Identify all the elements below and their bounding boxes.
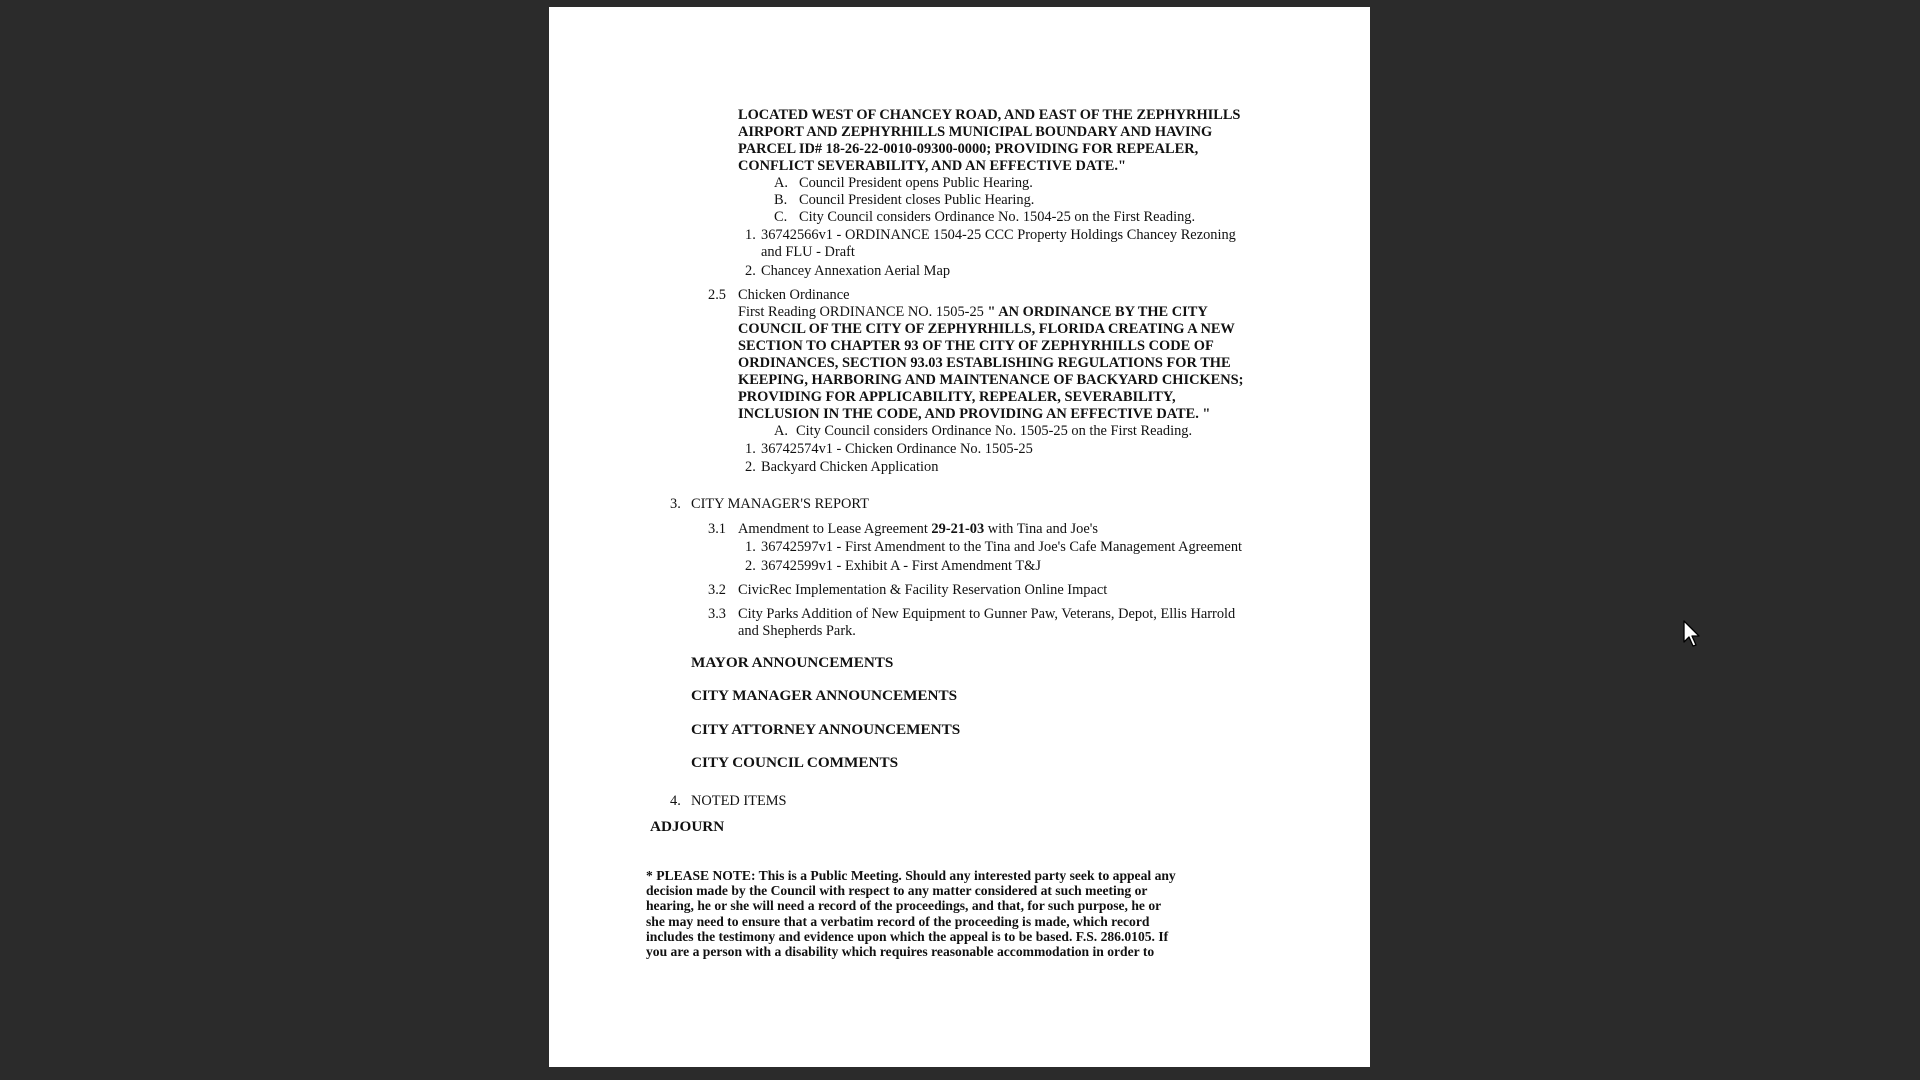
attachment-link-continuation[interactable]: and FLU - Draft — [761, 244, 855, 260]
ordinance-intro — [738, 304, 1208, 321]
attachment-number: 2. — [745, 263, 756, 279]
title-line: CONFLICT SEVERABILITY, AND AN EFFECTIVE DATE." — [738, 158, 1126, 174]
attachment-number: 1. — [745, 441, 756, 457]
lease-agreement-number: 29-21-03 — [931, 521, 985, 537]
attachment-link[interactable]: 36742566v1 - ORDINANCE 1504-25 CCC Property Holdings Chancey Rezoning — [761, 227, 1236, 243]
title-line: LOCATED WEST OF CHANCEY ROAD, AND EAST OF THE ZEPHYRHILLS — [738, 107, 1241, 123]
section-number: 4. — [670, 793, 681, 809]
note-line: she may need to ensure that a verbatim record of the proceeding is made, which record — [646, 913, 1150, 929]
item-number: 3.3 — [708, 606, 726, 622]
mouse-pointer-icon — [1683, 620, 1703, 648]
step-text: City Council considers Ordinance No. 1505-25 on the First Reading. — [796, 423, 1193, 439]
ordinance-title-line: ORDINANCES, SECTION 93.03 ESTABLISHING REGULATIONS FOR THE — [738, 355, 1231, 371]
city-manager-announcements-heading: CITY MANAGER ANNOUNCEMENTS — [691, 687, 958, 704]
attachment-number: 2. — [745, 459, 756, 475]
ordinance-intro-text: First Reading ORDINANCE NO. 1505-25 — [738, 304, 984, 320]
step-text: Council President opens Public Hearing. — [799, 175, 1033, 191]
item-number: 3.1 — [708, 521, 726, 537]
mayor-announcements-heading: MAYOR ANNOUNCEMENTS — [691, 654, 894, 671]
item-title: City Parks Addition of New Equipment to Gunner Paw, Veterans, Depot, Ellis Harrold — [738, 606, 1236, 622]
city-attorney-announcements-heading: CITY ATTORNEY ANNOUNCEMENTS — [691, 721, 961, 738]
public-meeting-note — [646, 868, 1286, 959]
item-title: CivicRec Implementation & Facility Reservation Online Impact — [738, 582, 1108, 598]
attachment-link[interactable]: 36742599v1 - Exhibit A - First Amendment T&J — [761, 558, 1041, 574]
note-line: includes the testimony and evidence upon which the appeal is to be based. F.S. 286.0105. If — [646, 928, 1169, 944]
title-line: PARCEL ID# 18-26-22-0010-09300-0000; PROVIDING FOR REPEALER, — [738, 141, 1199, 157]
step-letter: C. — [774, 209, 788, 225]
item-title: Chicken Ordinance — [738, 287, 850, 303]
attachment-number: 1. — [745, 227, 756, 243]
attachment-link[interactable]: Chancey Annexation Aerial Map — [761, 263, 951, 279]
item-title-text: Amendment to Lease Agreement — [738, 521, 932, 537]
attachment-link[interactable]: Backyard Chicken Application — [761, 459, 939, 475]
adjourn-heading: ADJOURN — [650, 818, 725, 835]
note-line: decision made by the Council with respect to any matter considered at such meeting or — [646, 883, 1148, 899]
item-number: 3.2 — [708, 582, 726, 598]
ordinance-title-line: INCLUSION IN THE CODE, AND PROVIDING AN EFFECTIVE DATE. " — [738, 406, 1211, 422]
ordinance-title-line: SECTION TO CHAPTER 93 OF THE CITY OF ZEPHYRHILLS CODE OF — [738, 338, 1214, 354]
document-page — [549, 7, 1370, 1067]
attachment-link[interactable]: 36742597v1 - First Amendment to the Tina and Joe's Cafe Management Agreement — [761, 539, 1243, 555]
step-letter: B. — [774, 192, 788, 208]
note-line: you are a person with a disability which requires reasonable accommodation in order to — [646, 944, 1155, 960]
step-letter: A. — [774, 423, 788, 439]
item-title-text: with Tina and Joe's — [984, 521, 1098, 537]
item-title — [738, 521, 1098, 538]
step-text: Council President closes Public Hearing. — [799, 192, 1035, 208]
item-title-continuation: and Shepherds Park. — [738, 623, 856, 639]
section-title: NOTED ITEMS — [691, 793, 787, 809]
attachment-number: 2. — [745, 558, 756, 574]
ordinance-title-start: " AN ORDINANCE BY THE CITY — [987, 304, 1208, 320]
step-letter: A. — [774, 175, 788, 191]
item-number: 2.5 — [708, 287, 726, 303]
attachment-number: 1. — [745, 539, 756, 555]
ordinance-title-line: COUNCIL OF THE CITY OF ZEPHYRHILLS, FLORIDA CREATING A NEW — [738, 321, 1235, 337]
note-line: hearing, he or she will need a record of the proceedings, and that, for such purpose, he or — [646, 898, 1162, 914]
attachment-link[interactable]: 36742574v1 - Chicken Ordinance No. 1505-25 — [761, 441, 1033, 457]
section-title: CITY MANAGER'S REPORT — [691, 496, 869, 512]
ordinance-title-line: PROVIDING FOR APPLICABILITY, REPEALER, SEVERABILITY, — [738, 389, 1176, 405]
section-number: 3. — [670, 496, 681, 512]
title-line: AIRPORT AND ZEPHYRHILLS MUNICIPAL BOUNDARY AND HAVING — [738, 124, 1213, 140]
note-line: * PLEASE NOTE: This is a Public Meeting. Should any interested party seek to appeal any — [646, 868, 1176, 883]
ordinance-title-line: KEEPING, HARBORING AND MAINTENANCE OF BACKYARD CHICKENS; — [738, 372, 1244, 388]
city-council-comments-heading: CITY COUNCIL COMMENTS — [691, 754, 899, 771]
step-text: City Council considers Ordinance No. 1504-25 on the First Reading. — [799, 209, 1196, 225]
